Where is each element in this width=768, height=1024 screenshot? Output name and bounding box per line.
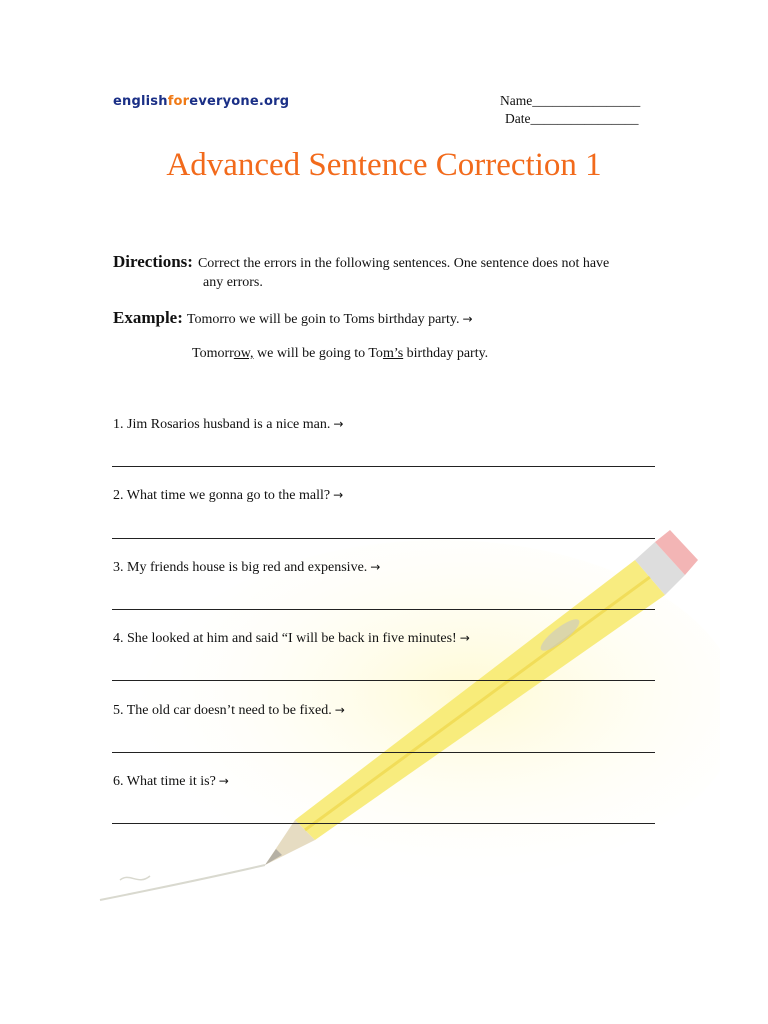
answer-line-3[interactable] [112, 609, 655, 610]
answer-line-4[interactable] [112, 680, 655, 681]
site-logo [113, 94, 289, 109]
name-field[interactable]: Name________________ [500, 93, 641, 108]
directions-text-line1: Correct the errors in the following sentences. One sentence does not have [197, 256, 610, 271]
directions-text-line2: any errors. [203, 275, 263, 290]
date-field[interactable]: Date________________ [505, 111, 639, 126]
directions-block [113, 252, 673, 292]
arrow-right-icon: → [370, 560, 381, 574]
question-text: 2. What time we gonna go to the mall? [113, 488, 331, 503]
pencil-watermark-icon [80, 520, 720, 920]
brand-part-for: for [167, 94, 190, 109]
corrected-part: we will be goin [253, 346, 344, 361]
corrected-underlined: m’s [382, 346, 404, 361]
question-text: 4. She looked at him and said “I will be back in five minutes! [113, 631, 457, 646]
corrected-underlined: g [343, 346, 351, 361]
question-5 [113, 703, 345, 719]
arrow-right-icon: → [462, 312, 473, 326]
page-title: Advanced Sentence Correction 1 [166, 147, 602, 183]
corrected-underlined: ow, [233, 346, 254, 361]
answer-line-1[interactable] [112, 466, 655, 467]
example-block [113, 308, 473, 328]
answer-line-5[interactable] [112, 752, 655, 753]
question-1 [113, 417, 343, 433]
brand-part-english: english [113, 94, 168, 109]
example-label: Example: [113, 308, 183, 327]
arrow-right-icon: → [459, 631, 470, 645]
brand-part-everyone: everyone.org [189, 94, 290, 109]
answer-line-6[interactable] [112, 823, 655, 824]
question-text: 3. My friends house is big red and expensive. [113, 560, 368, 575]
example-sentence: Tomorro we will be goin to Toms birthday party. [186, 312, 460, 327]
question-2 [113, 488, 343, 504]
corrected-part: to To [350, 346, 383, 361]
question-3 [113, 560, 380, 576]
answer-line-2[interactable] [112, 538, 655, 539]
arrow-right-icon: → [333, 488, 344, 502]
question-text: 5. The old car doesn’t need to be fixed. [113, 703, 332, 718]
arrow-right-icon: → [333, 417, 344, 431]
arrow-right-icon: → [334, 703, 345, 717]
question-text: 1. Jim Rosarios husband is a nice man. [113, 417, 331, 432]
corrected-part: Tomorr [192, 346, 234, 361]
example-corrected-sentence [192, 346, 488, 362]
question-4 [113, 631, 470, 647]
corrected-part: birthday party. [403, 346, 489, 361]
arrow-right-icon: → [218, 774, 229, 788]
directions-label: Directions: [113, 252, 193, 271]
question-6 [113, 774, 229, 790]
question-text: 6. What time it is? [113, 774, 216, 789]
